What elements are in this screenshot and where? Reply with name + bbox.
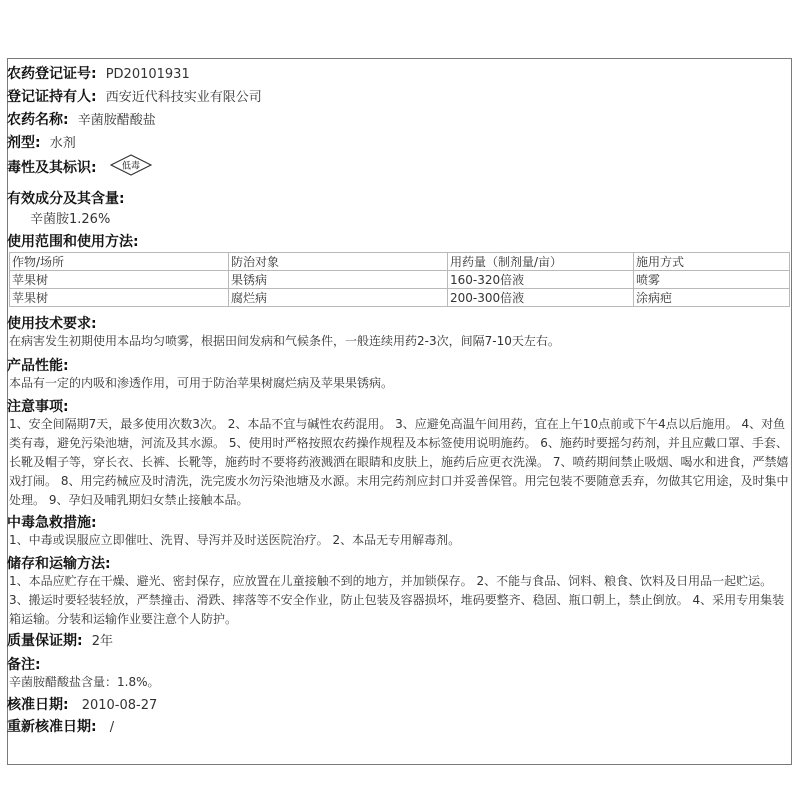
- table-header-row: [10, 253, 790, 271]
- toxicity-label: 毒性及其标识:: [7, 160, 97, 176]
- table-row: [10, 289, 790, 307]
- storage-text: 1、本品应贮存在干燥、避光、密封保存，应放置在儿童接触不到的地方，并加锁保存。 2、不能与食品、饲料、粮食、饮料及日用品一起贮运。 3、搬运时要轻装轻放，严禁撞击、滑跌、摔落等不安全作业，防止包装及容器损坏，堆码要整齐、稳固、瓶口朝上，禁止倒放。 4、采用专用集装箱运输。分装和运输作业要注意个人防护。: [9, 574, 785, 626]
- table-cell: 200-300倍液: [448, 289, 634, 307]
- header-cell: 防治对象: [229, 253, 448, 271]
- header-cell: 作物/场所: [10, 253, 229, 271]
- reapprove-date-label: 重新核准日期:: [7, 719, 97, 735]
- ingredient-heading: [7, 188, 793, 208]
- remark-label: 备注:: [7, 657, 41, 673]
- reg-no-value: PD20101931: [105, 67, 190, 82]
- name-row: [7, 109, 793, 129]
- toxicity-badge-text: 低毒: [121, 161, 140, 172]
- name-label: 农药名称:: [7, 112, 69, 128]
- notes-label: 注意事项:: [7, 399, 69, 415]
- tech-heading: [7, 313, 793, 333]
- usage-heading: [7, 231, 793, 251]
- storage-heading: [7, 553, 793, 573]
- holder-label: 登记证持有人:: [7, 89, 97, 105]
- shelf-row: [7, 630, 793, 650]
- poison-label: 中毒急救措施:: [7, 515, 97, 531]
- header-cell: 用药量（制剂量/亩）: [448, 253, 634, 271]
- tech-text: 在病害发生初期使用本品均匀喷雾，根据田间发病和气候条件，一般连续用药2-3次，间隔7-10天左右。: [9, 334, 560, 348]
- holder-row: [7, 86, 793, 106]
- shelf-label: 质量保证期:: [7, 633, 83, 649]
- table-cell: 腐烂病: [229, 289, 448, 307]
- table-row: [10, 271, 790, 289]
- performance-text: 本品有一定的内吸和渗透作用，可用于防治苹果树腐烂病及苹果果锈病。: [9, 376, 394, 390]
- notes-heading: [7, 396, 793, 416]
- remark-text: 辛菌胺醋酸盐含量：1.8%。: [9, 675, 160, 689]
- shelf-value: 2年: [91, 634, 113, 649]
- header-cell: 施用方式: [634, 253, 790, 271]
- table-cell: 喷雾: [634, 271, 790, 289]
- notes-text: 1、安全间隔期7天，最多使用次数3次。 2、本品不宜与碱性农药混用。 3、应避免高温午间用药，宜在上午10点前或下午4点以后施用。 4、对鱼类有毒，避免污染池塘，河流及其水源。 5、使用时严格按照农药操作规程及本标签使用说明施药。 6、施药时要摇匀药剂，并且应戴口罩、手套、长靴及帽子等，穿长衣、长裤、长靴等，施药时不要将药液溅洒在眼睛和皮肤上，施药后应更衣洗澡。 7、喷药期间禁止吸烟、喝水和进食，严禁嬉戏打闹。 8、用完药械应及时清洗，洗完废水勿污染池塘及水源。末用完药剂应封口并妥善保管。用完包装不要随意丢弃，勿做其它用途，及时集中处理。 9、孕妇及哺乳期妇女禁止接触本品。: [9, 417, 789, 507]
- table-cell: 果锈病: [229, 271, 448, 289]
- formulation-value: 水剂: [49, 136, 76, 151]
- reapprove-date-value: /: [109, 720, 115, 735]
- table-cell: 苹果树: [10, 271, 229, 289]
- low-toxicity-diamond-icon: [110, 154, 152, 180]
- ingredient-value: 辛菌胺1.26%: [30, 212, 111, 227]
- toxicity-row: [7, 154, 793, 180]
- reapprove-date-row: [7, 716, 793, 736]
- reg-no-row: [7, 63, 793, 83]
- name-value: 辛菌胺醋酸盐: [77, 113, 156, 128]
- holder-value: 西安近代科技实业有限公司: [105, 90, 262, 105]
- approve-date-value: 2010-08-27: [81, 698, 158, 713]
- poison-text: 1、中毒或误服应立即催吐、洗胃、导泻并及时送医院治疗。 2、本品无专用解毒剂。: [9, 533, 461, 547]
- formulation-label: 剂型:: [7, 135, 41, 151]
- usage-label: 使用范围和使用方法:: [7, 234, 139, 250]
- approve-date-label: 核准日期:: [7, 697, 69, 713]
- usage-table: [9, 252, 790, 307]
- storage-label: 储存和运输方法:: [7, 556, 111, 572]
- approve-date-row: [7, 694, 793, 714]
- table-cell: 160-320倍液: [448, 271, 634, 289]
- remark-heading: [7, 654, 793, 674]
- table-cell: 苹果树: [10, 289, 229, 307]
- formulation-row: [7, 132, 793, 152]
- performance-label: 产品性能:: [7, 358, 69, 374]
- ingredient-label: 有效成分及其含量:: [7, 191, 125, 207]
- ingredient-row: [30, 208, 793, 227]
- tech-label: 使用技术要求:: [7, 316, 97, 332]
- poison-heading: [7, 512, 793, 532]
- performance-heading: [7, 355, 793, 375]
- table-cell: 涂病疤: [634, 289, 790, 307]
- reg-no-label: 农药登记证号:: [7, 66, 97, 82]
